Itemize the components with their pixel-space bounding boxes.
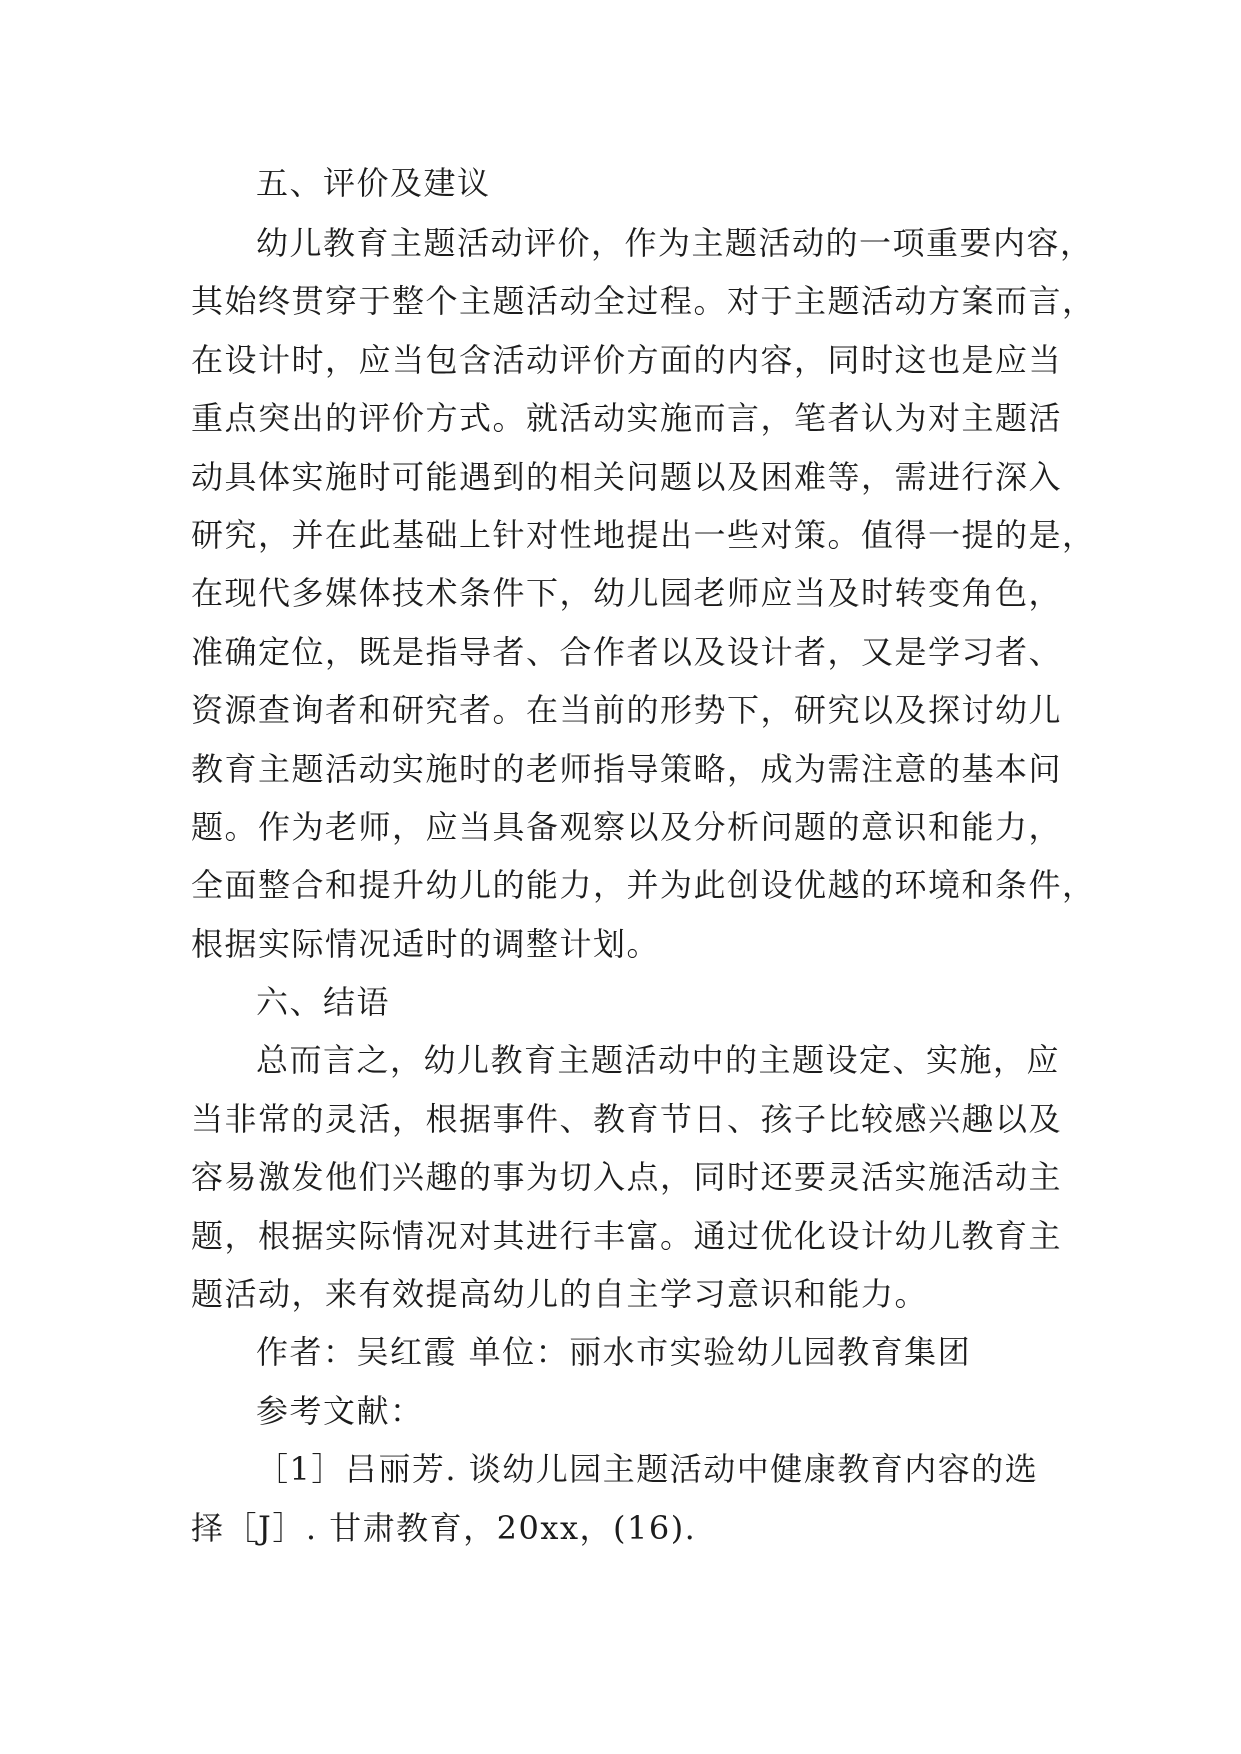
paragraph-line: 资源查询者和研究者。在当前的形势下，研究以及探讨幼儿	[191, 691, 1063, 729]
paragraph-line: 动具体实施时可能遇到的相关问题以及困难等，需进行深入	[191, 458, 1063, 496]
reference-item: ［1］吕丽芳. 谈幼儿园主题活动中健康教育内容的选	[256, 1450, 1039, 1488]
paragraph-line: 当非常的灵活，根据事件、教育节日、孩子比较感兴趣以及	[191, 1100, 1063, 1138]
references-heading: 参考文献：	[256, 1392, 424, 1430]
paragraph-line: 根据实际情况适时的调整计划。	[191, 925, 661, 963]
paragraph-line: 题活动，来有效提高幼儿的自主学习意识和能力。	[191, 1275, 929, 1313]
paragraph-line: 教育主题活动实施时的老师指导策略，成为需注意的基本问	[191, 750, 1063, 788]
section-heading-5: 五、评价及建议	[256, 164, 491, 202]
reference-item: 择［J］. 甘肃教育，20xx，(16).	[191, 1509, 697, 1547]
paragraph-line: 幼儿教育主题活动评价，作为主题活动的一项重要内容，	[256, 224, 1094, 262]
paragraph-line: 容易激发他们兴趣的事为切入点，同时还要灵活实施活动主	[191, 1158, 1063, 1196]
author-line: 作者：吴红霞 单位：丽水市实验幼儿园教育集团	[256, 1333, 972, 1371]
paragraph-line: 研究，并在此基础上针对性地提出一些对策。值得一提的是，	[191, 516, 1096, 554]
paragraph-line: 全面整合和提升幼儿的能力，并为此创设优越的环境和条件，	[191, 866, 1096, 904]
paragraph-line: 题。作为老师，应当具备观察以及分析问题的意识和能力，	[191, 808, 1063, 846]
paragraph-line: 总而言之，幼儿教育主题活动中的主题设定、实施，应	[256, 1041, 1061, 1079]
paragraph-line: 在设计时，应当包含活动评价方面的内容，同时这也是应当	[191, 341, 1063, 379]
paragraph-line: 准确定位，既是指导者、合作者以及设计者，又是学习者、	[191, 633, 1063, 671]
paragraph-line: 重点突出的评价方式。就活动实施而言，笔者认为对主题活	[191, 399, 1063, 437]
paragraph-line: 其始终贯穿于整个主题活动全过程。对于主题活动方案而言，	[191, 282, 1096, 320]
paragraph-line: 题，根据实际情况对其进行丰富。通过优化设计幼儿教育主	[191, 1217, 1063, 1255]
paragraph-line: 在现代多媒体技术条件下，幼儿园老师应当及时转变角色，	[191, 574, 1063, 612]
section-heading-6: 六、结语	[256, 983, 391, 1021]
